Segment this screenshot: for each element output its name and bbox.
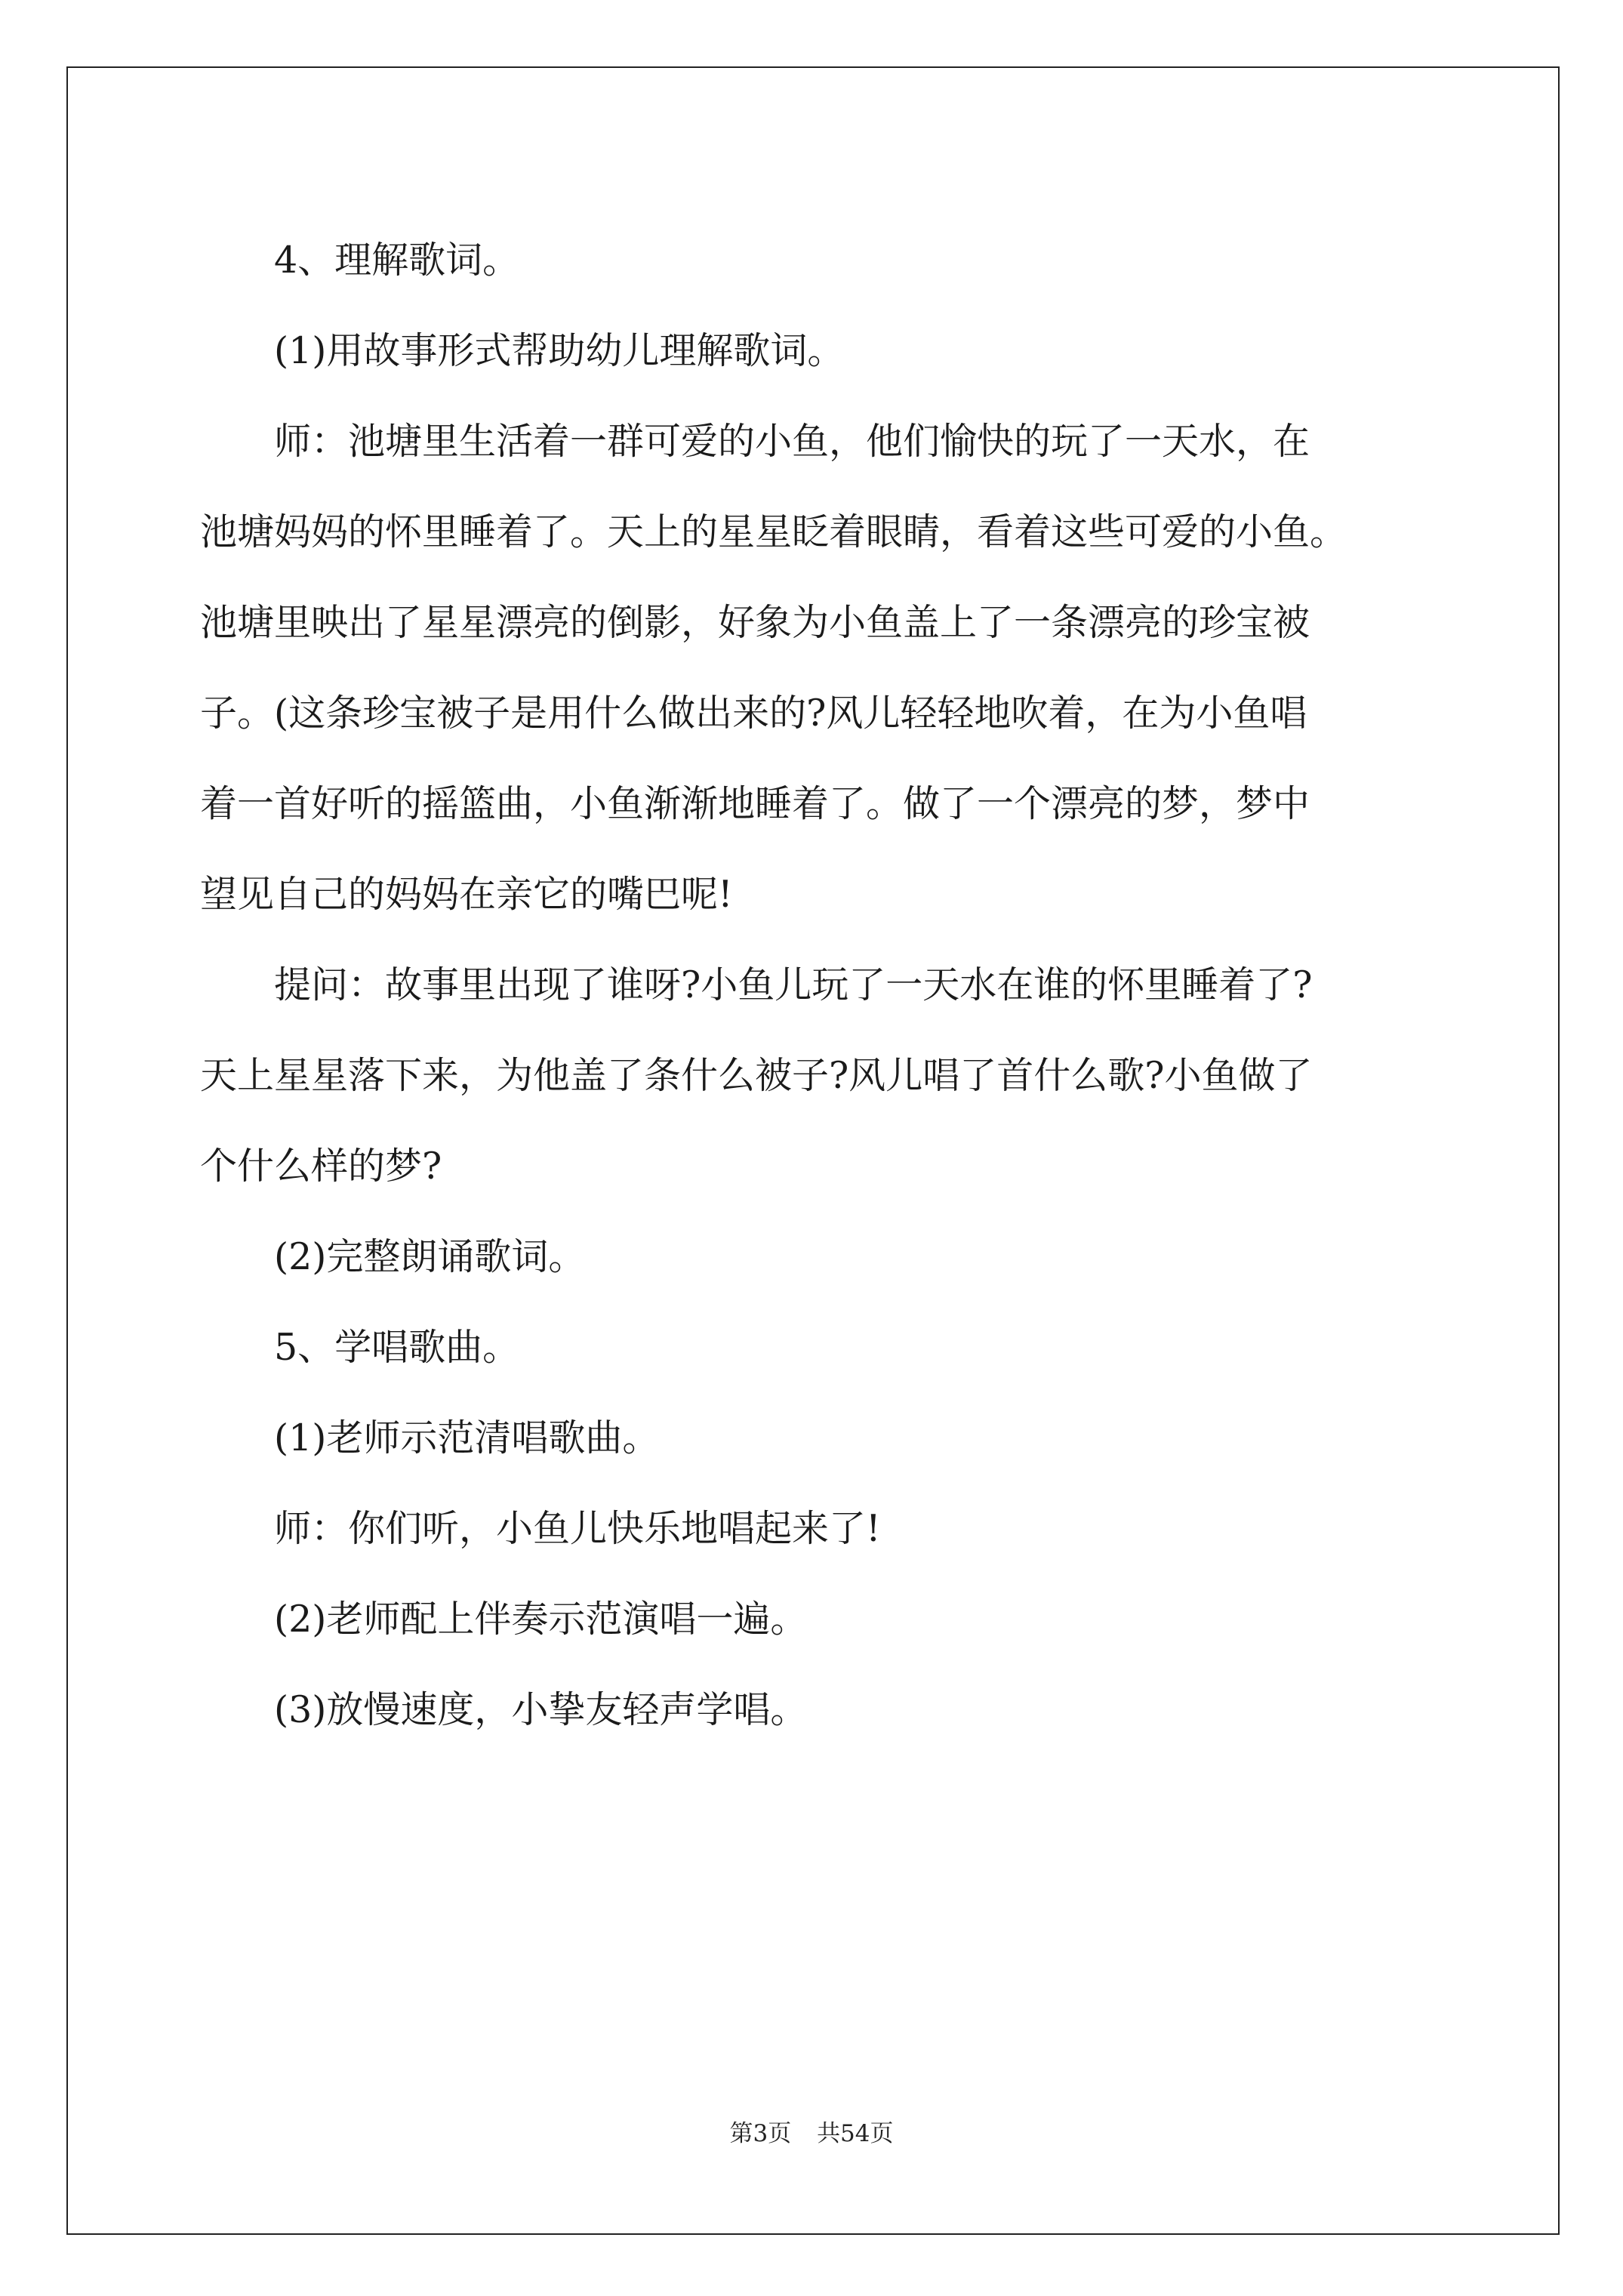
paragraph-step5-2 [200, 1574, 1423, 1665]
text-line: 着一首好听的摇篮曲，小鱼渐渐地睡着了。做了一个漂亮的梦，梦中 [200, 782, 1310, 825]
paragraph-questions [200, 940, 1423, 1212]
paragraph-teacher [200, 1484, 1423, 1574]
text-line: 池塘里映出了星星漂亮的倒影，好象为小鱼盖上了一条漂亮的珍宝被 [200, 601, 1310, 644]
paragraph-story [200, 396, 1423, 940]
page-footer [0, 2114, 1623, 2148]
text-line: 天上星星落下来，为他盖了条什么被子?风儿唱了首什么歌?小鱼做了 [200, 1054, 1313, 1097]
text-line: 望见自己的妈妈在亲它的嘴巴呢! [200, 873, 733, 916]
text-line: 池塘妈妈的怀里睡着了。天上的星星眨着眼睛，看着这些可爱的小鱼。 [200, 510, 1347, 553]
text-line: (2)完整朗诵歌词。 [274, 1235, 586, 1278]
text-line: (1)老师示范清唱歌曲。 [274, 1416, 660, 1459]
document-body [200, 215, 1423, 1755]
text-line: 4、理解歌词。 [274, 239, 520, 282]
text-line: (2)老师配上伴奏示范演唱一遍。 [274, 1598, 808, 1641]
text-line: 提问：故事里出现了谁呀?小鱼儿玩了一天水在谁的怀里睡着了? [274, 963, 1313, 1006]
paragraph-step4 [200, 215, 1423, 306]
text-line: 子。(这条珍宝被子是用什么做出来的?风儿轻轻地吹着，在为小鱼唱 [200, 692, 1307, 735]
text-line: 5、学唱歌曲。 [274, 1326, 520, 1369]
text-line: (1)用故事形式帮助幼儿理解歌词。 [274, 329, 845, 372]
text-line: 个什么样的梦? [200, 1145, 442, 1188]
paragraph-step4-1 [200, 306, 1423, 396]
text-line: 师：你们听，小鱼儿快乐地唱起来了! [274, 1507, 881, 1550]
paragraph-step5-3 [200, 1665, 1423, 1755]
paragraph-step5-1 [200, 1393, 1423, 1484]
page-number: 第3页 [729, 2120, 792, 2147]
page-total: 共54页 [817, 2120, 894, 2147]
paragraph-step5 [200, 1302, 1423, 1393]
text-line: 师：池塘里生活着一群可爱的小鱼，他们愉快的玩了一天水，在 [274, 420, 1310, 463]
text-line: (3)放慢速度，小挚友轻声学唱。 [274, 1688, 808, 1731]
paragraph-step4-2 [200, 1212, 1423, 1302]
